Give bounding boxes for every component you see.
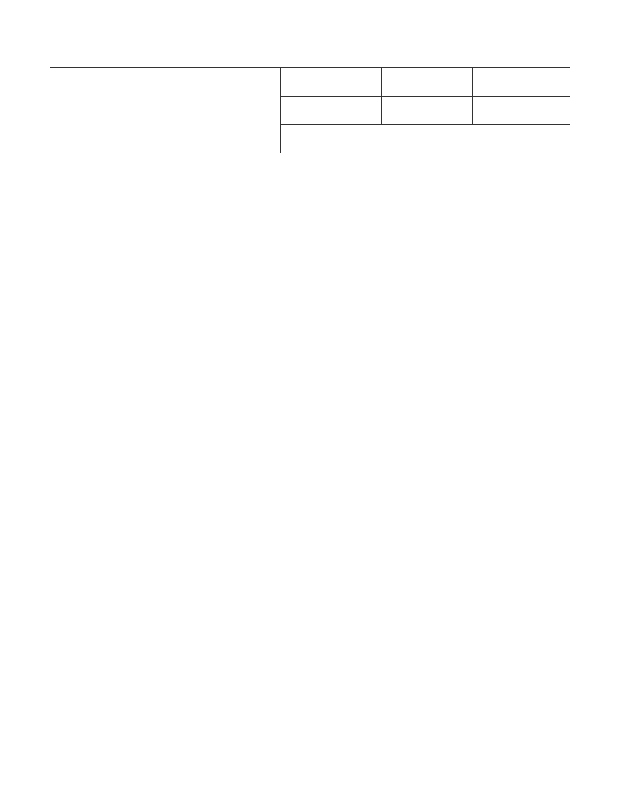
doc-no [281, 82, 382, 97]
orig-issue-label [281, 97, 382, 111]
rev-date-label [382, 97, 473, 111]
revision-no [473, 82, 571, 97]
page-number [382, 82, 473, 97]
custodian [50, 125, 281, 153]
doc-no-label [281, 68, 382, 82]
revision-no-label [473, 68, 571, 82]
content-meta [281, 125, 571, 153]
next-rev [473, 111, 571, 125]
document-header [50, 53, 570, 153]
company-name [50, 53, 570, 68]
rev-date [382, 111, 473, 125]
next-rev-label [473, 97, 571, 111]
orig-issue [281, 111, 382, 125]
page-title [50, 68, 281, 97]
page-label [382, 68, 473, 82]
